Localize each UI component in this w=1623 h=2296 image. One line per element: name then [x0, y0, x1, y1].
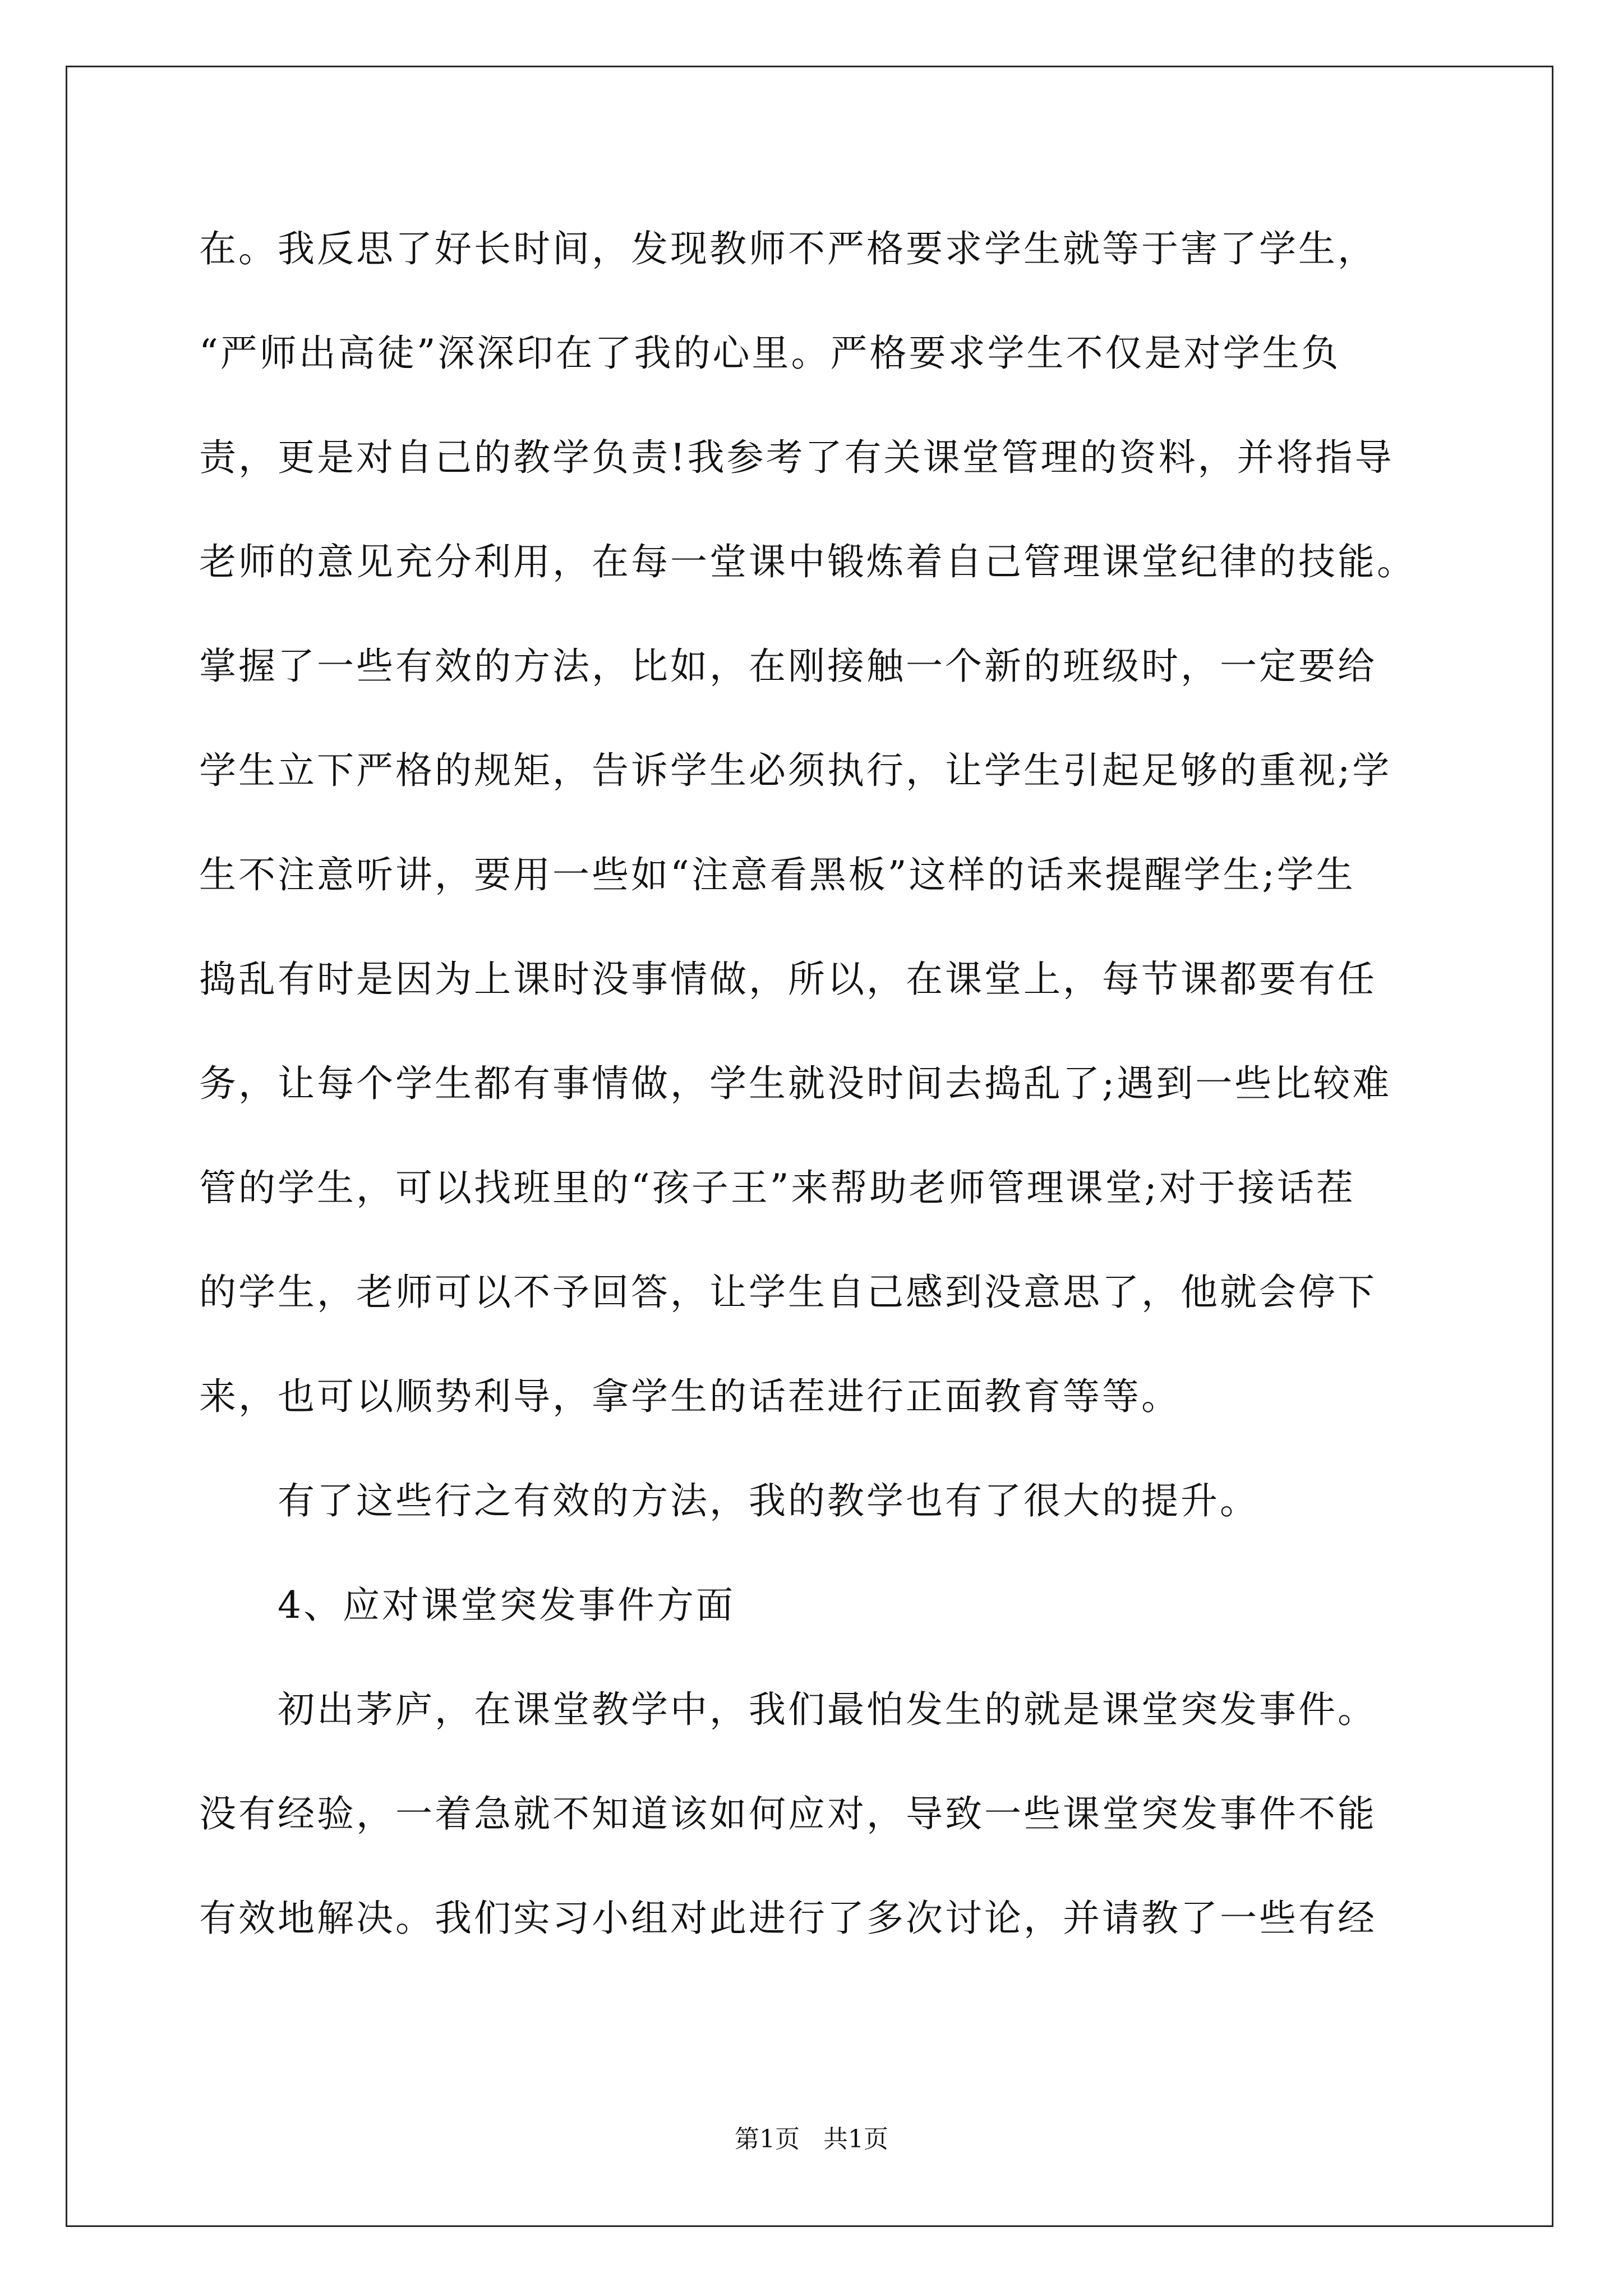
text-line: 没有经验，一着急就不知道该如何应对，导致一些课堂突发事件不能	[199, 1792, 1377, 1835]
paragraph-first-line: 初出茅庐，在课堂教学中，我们最怕发生的就是课堂突发事件。	[278, 1688, 1377, 1731]
text-line: “严师出高徒”深深印在了我的心里。严格要求学生不仅是对学生负	[199, 332, 1341, 375]
text-line: 学生立下严格的规矩，告诉学生必须执行，让学生引起足够的重视;学	[199, 749, 1392, 792]
text-line: 来，也可以顺势利导，拿学生的话茬进行正面教育等等。	[199, 1375, 1181, 1418]
section-heading: 4、应对课堂突发事件方面	[278, 1584, 735, 1627]
text-line: 捣乱有时是因为上课时没事情做，所以，在课堂上，每节课都要有任	[199, 958, 1377, 1001]
text-line: 生不注意听讲，要用一些如“注意看黑板”这样的话来提醒学生;学生	[199, 853, 1355, 896]
text-line: 有效地解决。我们实习小组对此进行了多次讨论，并请教了一些有经	[199, 1897, 1377, 1940]
page-number-footer: 第1页 共1页	[735, 2125, 888, 2154]
text-line: 责，更是对自己的教学负责!我参考了有关课堂管理的资料，并将指导	[199, 436, 1394, 479]
text-line: 掌握了一些有效的方法，比如，在刚接触一个新的班级时，一定要给	[199, 645, 1377, 688]
text-line: 老师的意见充分利用，在每一堂课中锻炼着自己管理课堂纪律的技能。	[199, 540, 1416, 583]
text-line: 的学生，老师可以不予回答，让学生自己感到没意思了，他就会停下	[199, 1271, 1377, 1314]
text-line: 务，让每个学生都有事情做，学生就没时间去捣乱了;遇到一些比较难	[199, 1062, 1392, 1105]
paragraph-first-line: 有了这些行之有效的方法，我的教学也有了很大的提升。	[278, 1479, 1259, 1522]
text-line: 管的学生，可以找班里的“孩子王”来帮助老师管理课堂;对于接话茬	[199, 1166, 1355, 1209]
text-line: 在。我反思了好长时间，发现教师不严格要求学生就等于害了学生，	[199, 227, 1377, 270]
